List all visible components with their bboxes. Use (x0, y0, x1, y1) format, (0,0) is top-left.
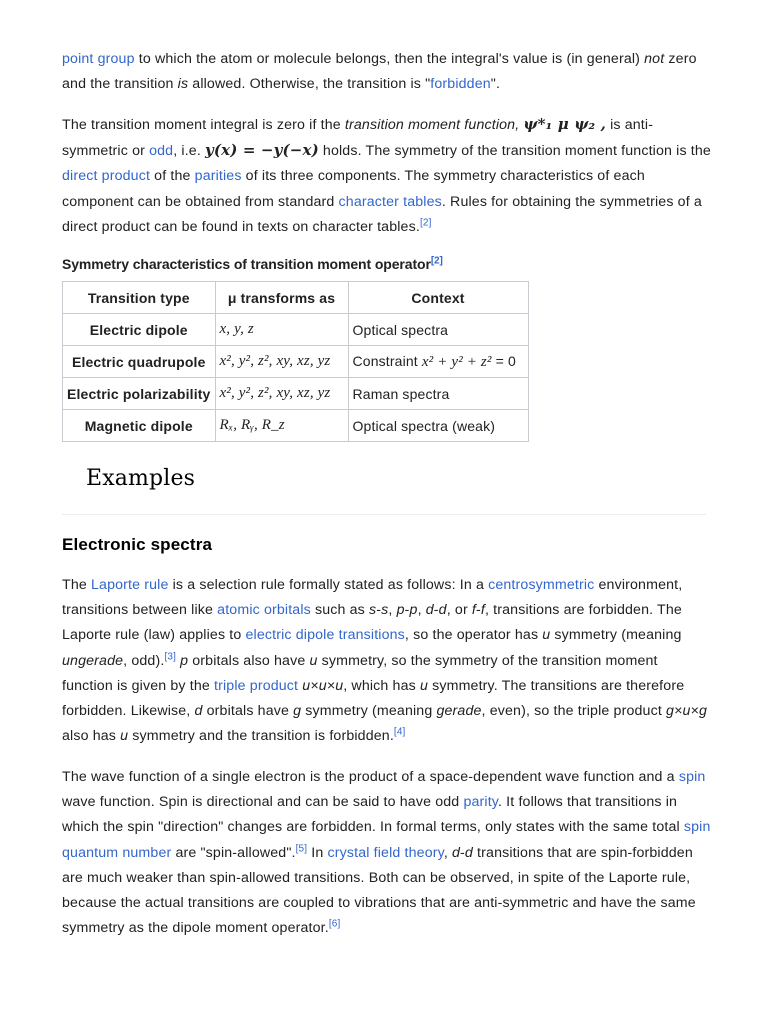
link-character-tables[interactable]: character tables (338, 193, 442, 210)
link-parities[interactable]: parities (194, 168, 242, 185)
text: , so the operator has (404, 627, 543, 644)
heading-divider (62, 514, 706, 515)
text: symmetry, so the symmetry of the transition moment function is given by the (62, 652, 658, 694)
text: The (62, 577, 91, 593)
link-parity[interactable]: parity (463, 794, 498, 811)
text: ". (490, 76, 501, 93)
citation-ref[interactable]: [2] (430, 255, 443, 267)
orbital-symbol: p (180, 652, 189, 669)
table-cell: x², y², z², xy, xz, yz (215, 346, 348, 378)
text: orbitals have (202, 703, 294, 720)
text: symmetry and the transition is forbidden. (128, 728, 394, 745)
math-psi-mu-psi: ψ*₁ μ ψ₂ , (523, 115, 606, 133)
text: transitions that are spin-forbidden are much weaker than spin-allowed transitions. Both can be observed, in spite of the Laporte rule, because the actual transitions are coupled to vibrations that are anti-symmetric and have the same symmetry as the dipole moment operator. (62, 844, 696, 937)
paragraph-spin: The wave function of a single electron is the product of a space-dependent wave function and a spin wave function. Spin is directional and can be said to have odd parity. It follows that transitions in which the spin "direction" changes are forbidden. In formal terms, only states with the same total spin quantum number are "spin-allowed".[5] In crystal field theory, d-d transitions that are spin-forbidden are much weaker than spin-allowed transitions. Both can be observed, in spite of the Laporte rule, because the actual transitions are coupled to vibrations that are anti-symmetric and have the same symmetry as the dipole moment operator.[6] (62, 769, 711, 937)
text: , (443, 844, 452, 861)
table-row (63, 410, 529, 442)
text: symmetry (meaning (550, 627, 682, 644)
symmetry-symbol: u (542, 627, 551, 644)
text-emphasis: transition moment function, (344, 117, 520, 133)
table-cell: Electric dipole (63, 314, 216, 346)
link-centrosymmetric[interactable]: centrosymmetric (488, 577, 595, 593)
orbital-symbol: f (480, 602, 485, 619)
text: symmetry (meaning (301, 703, 437, 720)
column-header: μ transforms as (215, 282, 348, 314)
text: symmetry. The transitions are therefore forbidden. Likewise, (62, 677, 685, 720)
symmetry-expression: u×u×u (302, 677, 344, 694)
text-emphasis: gerade (436, 703, 482, 720)
text-emphasis: is (177, 76, 189, 93)
table-cell (348, 346, 528, 378)
text: In (307, 844, 328, 861)
link-electric-dipole-transitions[interactable]: electric dipole transitions (245, 627, 405, 644)
table-cell: Electric quadrupole (63, 346, 216, 378)
orbital-symbol: d (438, 602, 447, 619)
symmetry-expression: g×u×g (666, 703, 707, 720)
text: , i.e. (173, 143, 206, 160)
link-atomic-orbitals[interactable]: atomic orbitals (217, 602, 311, 619)
citation-ref[interactable]: [4] (393, 726, 406, 738)
caption-text: Symmetry characteristics of transition moment operator (62, 256, 431, 272)
symmetry-table (62, 281, 529, 442)
text: The wave function of a single electron is the product of a space-dependent wave function and a (62, 769, 679, 785)
text: = 0 (491, 352, 516, 369)
citation-ref[interactable]: [5] (295, 842, 308, 854)
text: . It follows that transitions in which the spin "direction" changes are forbidden. In formal terms, only states with the same total (62, 794, 684, 836)
orbital-symbol: d (425, 602, 434, 619)
paragraph-laporte: The Laporte rule is a selection rule formally stated as follows: In a centrosymmetric environment, transitions between like atomic orbitals such as s-s, p-p, d-d, or f-f, transitions are forbidden. The Laporte rule (law) applies to electric dipole transitions, so the operator has u symmetry (meaning ungerade, odd).[3] p orbitals also have u symmetry, so the symmetry of the transition moment function is given by the triple product u×u×u, which has u symmetry. The transitions are therefore forbidden. Likewise, d orbitals have g symmetry (meaning gerade, even), so the triple product g×u×g also has u symmetry and the transition is forbidden.[4] (62, 577, 707, 745)
orbital-symbol: d (464, 844, 473, 861)
text: are "spin-allowed". (171, 844, 296, 861)
table-cell: Electric polarizability (63, 378, 216, 410)
text: The transition moment integral is zero if the (62, 117, 345, 133)
orbital-symbol: s (369, 602, 377, 619)
text: . Rules for obtaining the symmetries of a direct product can be found in texts on character tables. (62, 193, 702, 235)
paragraph-transition-moment (62, 112, 712, 240)
text-emphasis: not (644, 51, 665, 67)
link-direct-product[interactable]: direct product (62, 168, 151, 185)
column-header: Context (348, 282, 528, 314)
table-caption (62, 256, 443, 272)
symmetry-symbol: g (293, 703, 302, 720)
text: such as (310, 602, 370, 619)
text: of its three components. The symmetry characteristics of each component can be obtained from standard (62, 168, 645, 210)
text: allowed. Otherwise, the transition is " (188, 76, 431, 93)
link-crystal-field-theory[interactable]: crystal field theory (327, 844, 444, 861)
symmetry-symbol: u (419, 677, 429, 694)
paragraph-intro (62, 47, 712, 97)
link-odd[interactable]: odd (149, 143, 174, 160)
section-heading-examples: Examples (86, 466, 196, 491)
table-row (63, 314, 529, 346)
link-triple-product[interactable]: triple product (214, 677, 299, 694)
table-cell: x, y, z (215, 314, 348, 346)
citation-ref[interactable]: [2] (419, 217, 432, 229)
text: , transitions are forbidden. The Laporte rule (law) applies to (62, 602, 682, 644)
table-cell: Magnetic dipole (63, 410, 216, 442)
orbital-symbol: d (194, 703, 203, 720)
text: , odd). (123, 652, 165, 669)
orbital-symbol: s (381, 602, 389, 619)
text: , which has (343, 677, 420, 694)
table-cell: Raman spectra (348, 378, 528, 410)
math-odd-function: y(x) = −y(−x) (205, 141, 319, 160)
text: environment, transitions between like (62, 577, 683, 619)
orbital-symbol: f (471, 602, 477, 619)
text: Constraint (352, 352, 422, 369)
orbital-symbol: p (396, 602, 405, 619)
text: zero and the transition (62, 51, 697, 93)
text: is anti-symmetric or (62, 117, 654, 160)
table-cell: Rₓ, Rᵧ, R_z (215, 410, 348, 442)
text-emphasis: ungerade (62, 652, 124, 669)
math-constraint: x² + y² + z² (421, 353, 492, 370)
link-laporte-rule[interactable]: Laporte rule (91, 577, 169, 593)
text: also has (62, 728, 121, 745)
orbital-symbol: d (452, 844, 461, 861)
table-row (63, 378, 529, 410)
symmetry-symbol: u (120, 728, 129, 745)
text: is a selection rule formally stated as follows: In a (168, 577, 489, 593)
subsection-heading-electronic-spectra: Electronic spectra (62, 535, 213, 554)
text: to which the atom or molecule belongs, then the integral's value is (in general) (134, 51, 645, 67)
text: , even), so the triple product (481, 703, 666, 720)
text: orbitals also have (188, 652, 310, 669)
text: wave function. Spin is directional and can be said to have odd (62, 794, 464, 811)
link-forbidden[interactable]: forbidden (430, 76, 491, 93)
citation-ref[interactable]: [6] (328, 918, 341, 930)
citation-ref[interactable]: [3] (164, 650, 177, 662)
text: holds. The symmetry of the transition moment function is the (318, 143, 711, 160)
table-cell: Optical spectra (348, 314, 528, 346)
table-row (63, 346, 529, 378)
link-spin[interactable]: spin (678, 769, 706, 785)
table-cell: Optical spectra (weak) (348, 410, 528, 442)
text: of the (150, 168, 195, 185)
column-header: Transition type (63, 282, 216, 314)
link-spin-quantum-number[interactable]: spin quantum number (62, 819, 711, 861)
symmetry-symbol: u (309, 652, 318, 669)
table-header-row (63, 282, 529, 314)
link-point-group[interactable]: point group (62, 51, 135, 67)
orbital-symbol: p (409, 602, 418, 619)
table-cell: x², y², z², xy, xz, yz (215, 378, 348, 410)
